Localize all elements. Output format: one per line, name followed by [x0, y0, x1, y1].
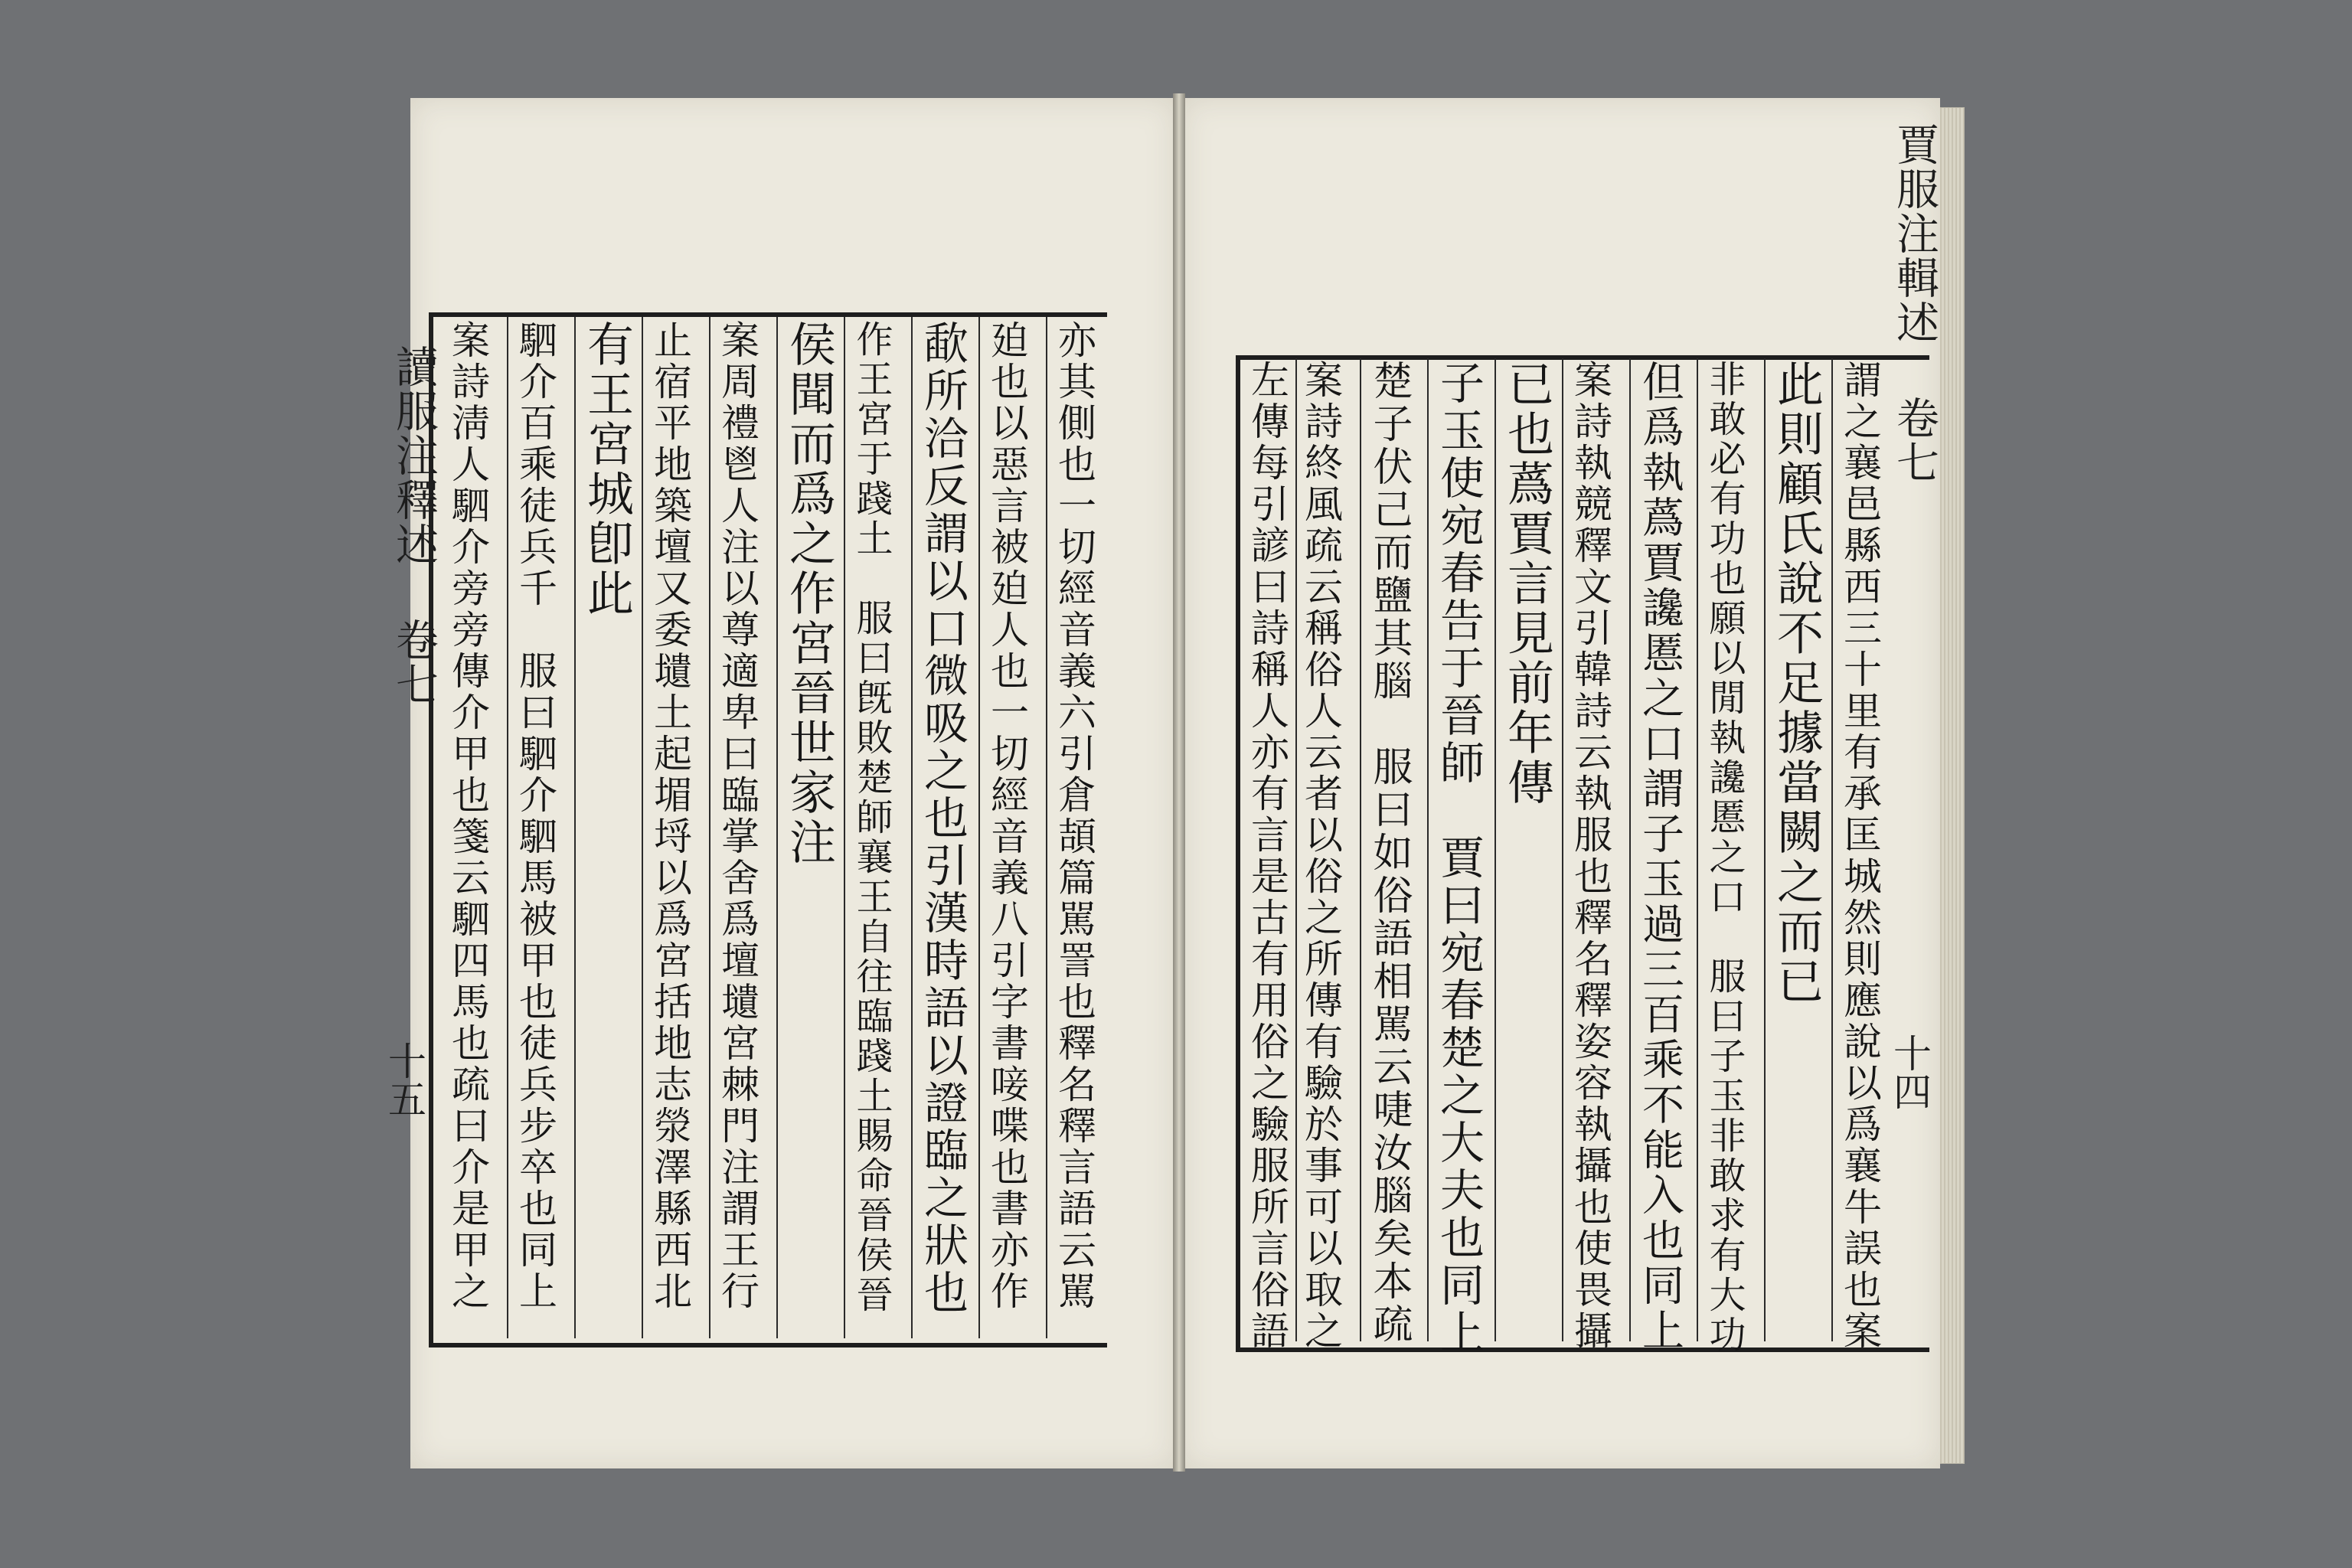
column-rule [1427, 358, 1429, 1341]
text-column: 案詩執競釋文引韓詩云執服也釋名釋姿容執攝也使畏攝 [1568, 360, 1612, 1352]
text-column: 止宿平地築壇又委壝土起堳埒以爲宮括地志滎澤縣西北 [648, 320, 692, 1312]
column-rule [1046, 317, 1047, 1338]
column-rule [776, 317, 778, 1338]
text-column: 亦其側也一切經音義六引倉頡篇駡詈也釋名釋言語云駡 [1052, 320, 1096, 1312]
text-column: 此則顧氏說不足據當闕之而已 [1769, 360, 1824, 1007]
column-rule [1831, 358, 1833, 1341]
text-column: 作王宮于踐土 服曰旣敗楚師襄王自往臨踐土賜命晉侯晉 [850, 320, 893, 1315]
column-rule [1295, 358, 1297, 1341]
column-rule [1562, 358, 1563, 1341]
text-column: 歃所洽反謂以口微吸之也引漢時語以證臨之狀也 [916, 320, 969, 1317]
left-margin-title: 讀服注釋述 卷七 [389, 345, 439, 707]
book-gutter [1173, 93, 1185, 1472]
column-rule [1764, 358, 1766, 1341]
right-folio: 十四 [1887, 1034, 1932, 1110]
text-column: 楚子伏己而鹽其腦 服曰如俗語相駡云啑汝腦矣本疏 [1366, 360, 1412, 1346]
left-folio: 十五 [382, 1041, 426, 1118]
text-column: 案周禮鬯人注以尊適卑曰臨掌舍爲壇壝宮棘門注謂王行 [715, 320, 760, 1312]
text-column: 已也蔿賈言見前年傳 [1500, 360, 1554, 808]
right-margin-title: 賈服注輯述 卷七 [1890, 122, 1939, 485]
column-rule [1360, 358, 1361, 1341]
column-rule [911, 317, 913, 1338]
text-column: 侯聞而爲之作宮晉世家注 [782, 320, 836, 867]
text-column: 駟介百乘徒兵千 服曰駟介駟馬被甲也徒兵步卒也同上 [513, 320, 557, 1312]
column-rule [978, 317, 980, 1338]
column-rule [507, 317, 508, 1338]
text-column: 左傳每引諺曰詩稱人亦有言是古有用俗之驗服所言俗語 [1245, 360, 1289, 1352]
column-rule [1629, 358, 1631, 1341]
text-column: 案詩終風疏云稱俗人云者以俗之所傳有驗於事可以取之 [1298, 360, 1343, 1352]
text-column: 案詩淸人駟介旁旁傳介甲也箋云駟四馬也疏曰介是甲之 [446, 320, 490, 1312]
text-column: 非敢必有功也願以閒執讒慝之口 服曰子玉非敢求有大功 [1703, 360, 1746, 1355]
text-column: 有王宮城卽此 [580, 320, 634, 619]
column-rule [574, 317, 576, 1338]
text-column: 謂之襄邑縣西三十里有承匡城然則應說以爲襄牛誤也案 [1838, 360, 1882, 1352]
column-rule [1697, 358, 1698, 1341]
column-rule [642, 317, 643, 1338]
text-column: 廹也以惡言被廹人也一切經音義八引字書唼喋也書亦作 [985, 320, 1029, 1312]
column-rule [1494, 358, 1496, 1341]
column-rule [709, 317, 710, 1338]
text-column: 子玉使宛春告于晉師 賈曰宛春楚之大夫也同上 [1432, 360, 1485, 1357]
column-rule [844, 317, 845, 1338]
text-column: 但爲執蔿賈讒慝之口謂子玉過三百乘不能入也同上 [1635, 360, 1684, 1354]
